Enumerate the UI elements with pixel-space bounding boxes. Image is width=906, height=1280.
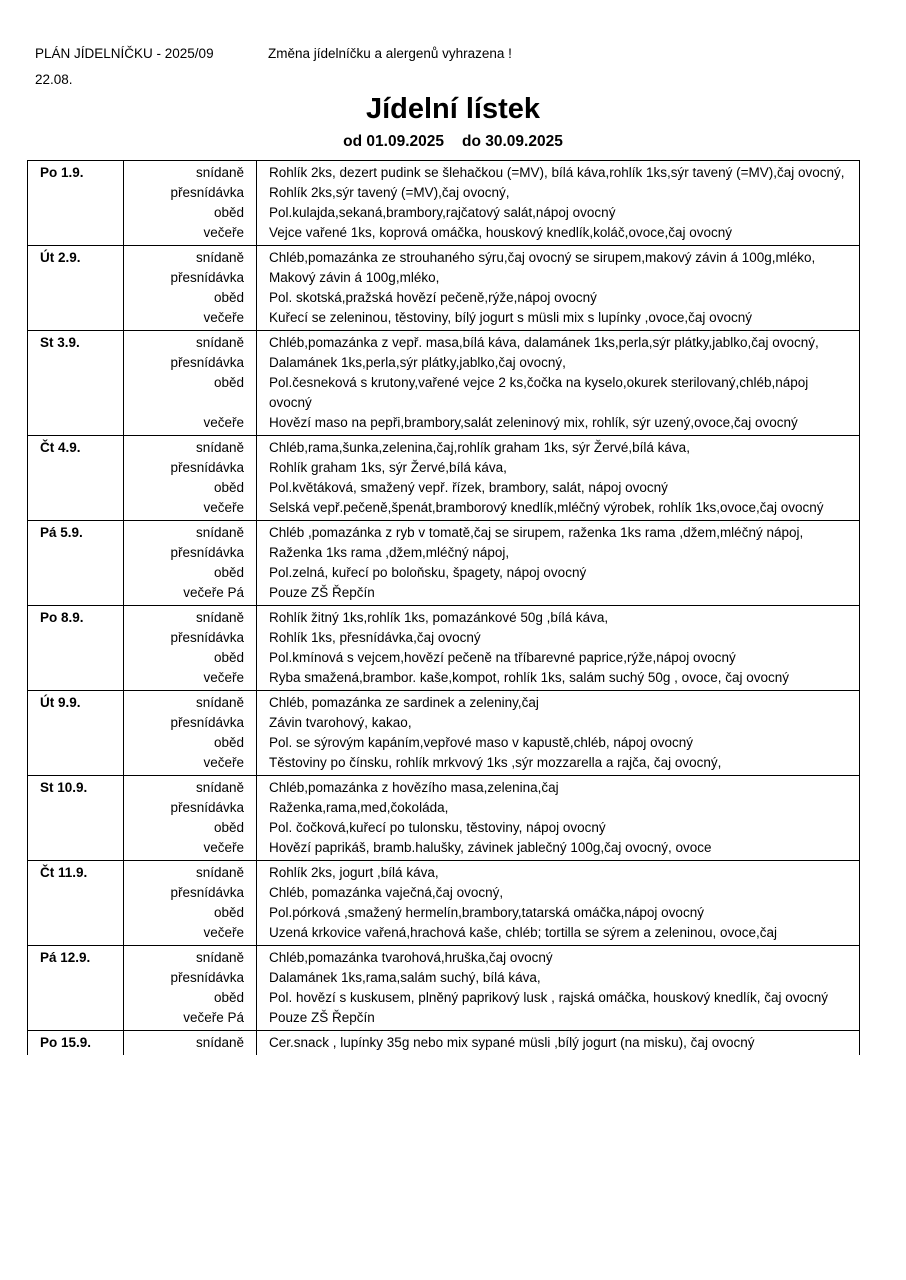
menu-row [28, 903, 860, 923]
meal-type-cell: večeře [124, 413, 257, 436]
food-cell: Chléb,rama,šunka,zelenina,čaj,rohlík graham 1ks, sýr Žervé,bílá káva, [257, 436, 860, 459]
meal-type-cell: večeře [124, 838, 257, 861]
menu-row [28, 838, 860, 861]
menu-row [28, 988, 860, 1008]
food-cell: Pouze ZŠ Řepčín [257, 583, 860, 606]
food-cell: Kuřecí se zeleninou, těstoviny, bílý jogurt s müsli mix s lupínky ,ovoce,čaj ovocný [257, 308, 860, 331]
menu-row [28, 776, 860, 799]
day-cell: Po 15.9. [28, 1031, 124, 1056]
meal-type-cell: přesnídávka [124, 883, 257, 903]
food-cell: Hovězí paprikáš, bramb.halušky, závinek jablečný 100g,čaj ovocný, ovoce [257, 838, 860, 861]
menu-row [28, 733, 860, 753]
day-cell: Čt 11.9. [28, 861, 124, 946]
menu-row [28, 413, 860, 436]
food-cell: Pol. skotská,pražská hovězí pečeně,rýže,nápoj ovocný [257, 288, 860, 308]
meal-type-cell: přesnídávka [124, 268, 257, 288]
page-title: Jídelní lístek [365, 93, 541, 125]
meal-type-cell: snídaně [124, 436, 257, 459]
food-cell: Dalamánek 1ks,rama,salám suchý, bílá káva, [257, 968, 860, 988]
menu-row [28, 753, 860, 776]
meal-type-cell: snídaně [124, 776, 257, 799]
menu-row [28, 331, 860, 354]
change-notice: Změna jídelníčku a alergenů vyhrazena ! [268, 46, 512, 61]
menu-row [28, 498, 860, 521]
food-cell: Chléb, pomazánka ze sardinek a zeleniny,čaj [257, 691, 860, 714]
menu-row [28, 628, 860, 648]
day-cell: Po 8.9. [28, 606, 124, 691]
food-cell: Těstoviny po čínsku, rohlík mrkvový 1ks ,sýr mozzarella a rajča, čaj ovocný, [257, 753, 860, 776]
meal-type-cell: snídaně [124, 1031, 257, 1056]
food-cell: Pol.kulajda,sekaná,brambory,rajčatový salát,nápoj ovocný [257, 203, 860, 223]
meal-type-cell: přesnídávka [124, 713, 257, 733]
food-cell: Raženka,rama,med,čokoláda, [257, 798, 860, 818]
menu-row [28, 246, 860, 269]
meal-type-cell: oběd [124, 288, 257, 308]
meal-type-cell: oběd [124, 903, 257, 923]
issue-date: 22.08. [35, 72, 73, 87]
menu-row [28, 818, 860, 838]
menu-row [28, 161, 860, 184]
menu-row [28, 308, 860, 331]
day-cell: Út 2.9. [28, 246, 124, 331]
day-cell: Pá 12.9. [28, 946, 124, 1031]
meal-type-cell: oběd [124, 818, 257, 838]
meal-type-cell: přesnídávka [124, 968, 257, 988]
meal-type-cell: přesnídávka [124, 543, 257, 563]
food-cell: Chléb,pomazánka tvarohová,hruška,čaj ovocný [257, 946, 860, 969]
food-cell: Rohlík 2ks, jogurt ,bílá káva, [257, 861, 860, 884]
food-cell: Dalamánek 1ks,perla,sýr plátky,jablko,čaj ovocný, [257, 353, 860, 373]
menu-row [28, 203, 860, 223]
food-cell: Makový závin á 100g,mléko, [257, 268, 860, 288]
food-cell: Chléb ,pomazánka z ryb v tomatě,čaj se sirupem, raženka 1ks rama ,džem,mléčný nápoj, [257, 521, 860, 544]
food-cell: Rohlík 1ks, přesnídávka,čaj ovocný [257, 628, 860, 648]
food-cell: Uzená krkovice vařená,hrachová kaše, chléb; tortilla se sýrem a zeleninou, ovoce,čaj [257, 923, 860, 946]
meal-type-cell: oběd [124, 988, 257, 1008]
meal-type-cell: snídaně [124, 946, 257, 969]
food-cell: Ryba smažená,brambor. kaše,kompot, rohlík 1ks, salám suchý 50g , ovoce, čaj ovocný [257, 668, 860, 691]
meal-type-cell: večeře [124, 668, 257, 691]
food-cell: Pol.kmínová s vejcem,hovězí pečeně na tříbarevné paprice,rýže,nápoj ovocný [257, 648, 860, 668]
day-cell: St 10.9. [28, 776, 124, 861]
meal-type-cell: večeře [124, 923, 257, 946]
food-cell: Rohlík 2ks, dezert pudink se šlehačkou (=MV), bílá káva,rohlík 1ks,sýr tavený (=MV),čaj ovocný, [257, 161, 860, 184]
meal-type-cell: přesnídávka [124, 183, 257, 203]
meal-type-cell: snídaně [124, 521, 257, 544]
date-from: od 01.09.2025 [343, 133, 444, 150]
menu-row [28, 1031, 860, 1056]
menu-row [28, 436, 860, 459]
meal-type-cell: oběd [124, 478, 257, 498]
day-cell: Pá 5.9. [28, 521, 124, 606]
food-cell: Chléb,pomazánka z vepř. masa,bílá káva, dalamánek 1ks,perla,sýr plátky,jablko,čaj ovocný, [257, 331, 860, 354]
meal-type-cell: večeře [124, 308, 257, 331]
meal-type-cell: večeře Pá [124, 583, 257, 606]
menu-row [28, 478, 860, 498]
food-cell: Hovězí maso na pepři,brambory,salát zeleninový mix, rohlík, sýr uzený,ovoce,čaj ovocný [257, 413, 860, 436]
food-cell: Chléb,pomazánka ze strouhaného sýru,čaj ovocný se sirupem,makový závin á 100g,mléko, [257, 246, 860, 269]
food-cell: Vejce vařené 1ks, koprová omáčka, houskový knedlík,koláč,ovoce,čaj ovocný [257, 223, 860, 246]
meal-type-cell: oběd [124, 648, 257, 668]
food-cell: Rohlík 2ks,sýr tavený (=MV),čaj ovocný, [257, 183, 860, 203]
menu-row [28, 458, 860, 478]
meal-type-cell: snídaně [124, 246, 257, 269]
menu-row [28, 353, 860, 373]
plan-label: PLÁN JÍDELNÍČKU - 2025/09 [35, 46, 214, 61]
food-cell: Pol. čočková,kuřecí po tulonsku, těstoviny, nápoj ovocný [257, 818, 860, 838]
menu-row [28, 543, 860, 563]
meal-type-cell: přesnídávka [124, 628, 257, 648]
date-to: do 30.09.2025 [462, 133, 563, 150]
meal-type-cell: snídaně [124, 691, 257, 714]
food-cell: Chléb,pomazánka z hovězího masa,zelenina,čaj [257, 776, 860, 799]
meal-type-cell: přesnídávka [124, 458, 257, 478]
food-cell: Pol.zelná, kuřecí po boloňsku, špagety, nápoj ovocný [257, 563, 860, 583]
meal-type-cell: snídaně [124, 161, 257, 184]
day-cell: Út 9.9. [28, 691, 124, 776]
menu-row [28, 268, 860, 288]
day-cell: St 3.9. [28, 331, 124, 436]
meal-type-cell: snídaně [124, 606, 257, 629]
menu-row [28, 883, 860, 903]
meal-type-cell: oběd [124, 563, 257, 583]
food-cell: Cer.snack , lupínky 35g nebo mix sypané müsli ,bílý jogurt (na misku), čaj ovocný [257, 1031, 860, 1056]
meal-type-cell: oběd [124, 203, 257, 223]
meal-type-cell: večeře [124, 223, 257, 246]
menu-row [28, 583, 860, 606]
food-cell: Pol.květáková, smažený vepř. řízek, brambory, salát, nápoj ovocný [257, 478, 860, 498]
meal-type-cell: snídaně [124, 331, 257, 354]
food-cell: Raženka 1ks rama ,džem,mléčný nápoj, [257, 543, 860, 563]
food-cell: Chléb, pomazánka vaječná,čaj ovocný, [257, 883, 860, 903]
meal-type-cell: přesnídávka [124, 353, 257, 373]
menu-row [28, 923, 860, 946]
day-cell: Čt 4.9. [28, 436, 124, 521]
menu-row [28, 946, 860, 969]
menu-row [28, 968, 860, 988]
food-cell: Rohlík graham 1ks, sýr Žervé,bílá káva, [257, 458, 860, 478]
food-cell: Pol. hovězí s kuskusem, plněný paprikový lusk , rajská omáčka, houskový knedlík, čaj ovocný [257, 988, 860, 1008]
food-cell: Pouze ZŠ Řepčín [257, 1008, 860, 1031]
food-cell: Selská vepř.pečeně,špenát,bramborový knedlík,mléčný výrobek, rohlík 1ks,ovoce,čaj ovocný [257, 498, 860, 521]
menu-row [28, 668, 860, 691]
menu-row [28, 606, 860, 629]
menu-row [28, 373, 860, 413]
menu-row [28, 798, 860, 818]
food-cell: Závin tvarohový, kakao, [257, 713, 860, 733]
food-cell: Pol.pórková ,smažený hermelín,brambory,tatarská omáčka,nápoj ovocný [257, 903, 860, 923]
menu-row [28, 648, 860, 668]
menu-table [27, 160, 860, 1055]
date-range [0, 133, 906, 151]
meal-type-cell: večeře [124, 753, 257, 776]
meal-type-cell: přesnídávka [124, 798, 257, 818]
menu-row [28, 223, 860, 246]
meal-type-cell: večeře Pá [124, 1008, 257, 1031]
day-cell: Po 1.9. [28, 161, 124, 246]
menu-row [28, 183, 860, 203]
menu-body [28, 161, 860, 1056]
menu-row [28, 713, 860, 733]
menu-row [28, 288, 860, 308]
meal-type-cell: oběd [124, 373, 257, 413]
food-cell: Pol.česneková s krutony,vařené vejce 2 ks,čočka na kyselo,okurek sterilovaný,chléb,nápoj ovocný [257, 373, 860, 413]
food-cell: Pol. se sýrovým kapáním,vepřové maso v kapustě,chléb, nápoj ovocný [257, 733, 860, 753]
meal-type-cell: oběd [124, 733, 257, 753]
menu-row [28, 861, 860, 884]
menu-row [28, 1008, 860, 1031]
menu-row [28, 521, 860, 544]
meal-type-cell: snídaně [124, 861, 257, 884]
food-cell: Rohlík žitný 1ks,rohlík 1ks, pomazánkové 50g ,bílá káva, [257, 606, 860, 629]
meal-type-cell: večeře [124, 498, 257, 521]
menu-row [28, 691, 860, 714]
menu-row [28, 563, 860, 583]
